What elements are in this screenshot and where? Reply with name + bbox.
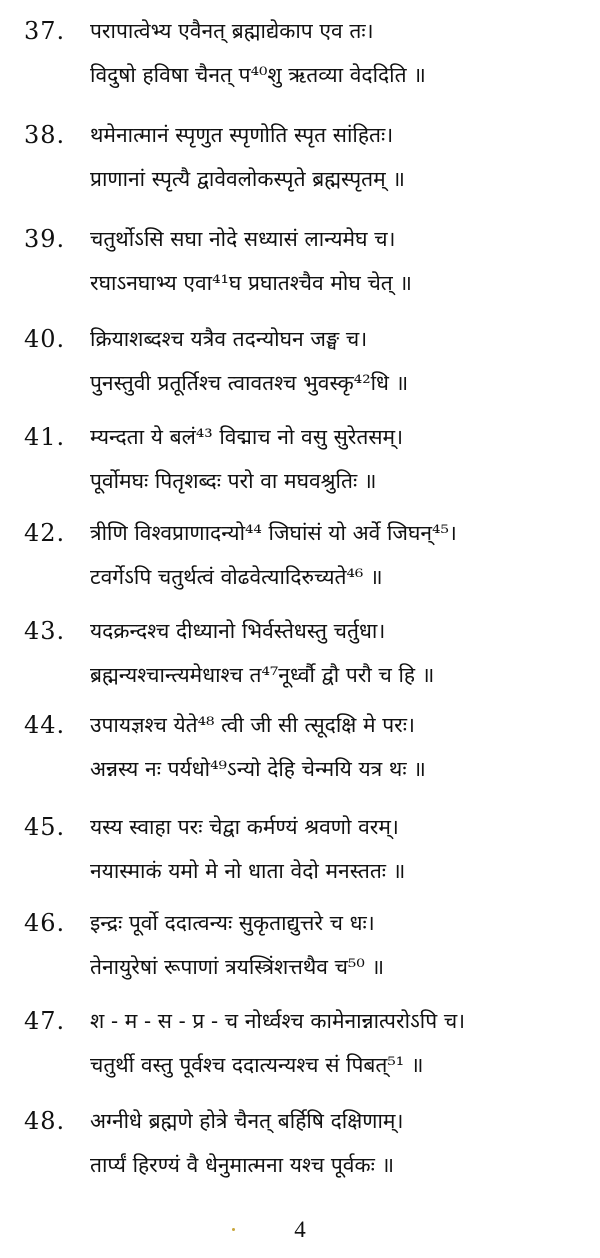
verse-number: 40.	[24, 325, 66, 353]
verse-line-1: थमेनात्मानं स्पृणुत स्पृणोति स्पृत सांहितः।	[90, 123, 394, 147]
verse-number: 39.	[24, 225, 66, 253]
verse-47	[0, 1004, 600, 1108]
verse-line-1: उपायज्ञश्च येते⁴⁸ त्वी जी सी त्सूदक्षि मे परः।	[90, 713, 415, 737]
verse-46	[0, 906, 600, 1010]
verse-line-2: तेनायुरेषां रूपाणां त्रयस्त्रिंशत्तथैव च⁵⁰ ॥	[90, 955, 385, 979]
verse-line-2: रघाऽनघाभ्य एवा⁴¹घ प्रघातश्चैव मोघ चेत् ॥	[90, 271, 413, 295]
verse-line-1: यस्य स्वाहा परः चेद्वा कर्मण्यं श्रवणो वरम्।	[90, 815, 399, 839]
verse-45	[0, 810, 600, 914]
verse-39	[0, 222, 600, 326]
verse-number: 41.	[24, 423, 66, 451]
verse-44	[0, 708, 600, 812]
verse-41	[0, 420, 600, 524]
verse-line-2: अन्नस्य नः पर्यधो⁴⁹ऽन्यो देहि चेन्मयि यत्र थः ॥	[90, 757, 426, 781]
verse-number: 42.	[24, 519, 66, 547]
verse-43	[0, 614, 600, 718]
verse-number: 47.	[24, 1007, 66, 1035]
verse-line-1: परापात्वेभ्य एवैनत् ब्रह्माद्येकाप एव तः।	[90, 19, 374, 43]
verse-line-2: ब्रह्मन्यश्चान्त्यमेधाश्च त⁴⁷नूर्ध्वौ द्वौ परौ च हि ॥	[90, 663, 435, 687]
verse-number: 38.	[24, 121, 66, 149]
verse-line-1: क्रियाशब्दश्च यत्रैव तदन्योघन जङ्घ च।	[90, 327, 368, 351]
page-number: 4	[294, 1217, 306, 1242]
verse-line-1: अग्नीधे ब्रह्मणे होत्रे चैनत् बर्हिषि दक्षिणाम्।	[90, 1109, 404, 1133]
verse-line-2: पुनस्तुवी प्रतूर्तिश्च त्वावतश्च भुवस्कृ⁴²धि ॥	[90, 371, 409, 395]
verse-line-1: त्रीणि विश्वप्राणादन्यो⁴⁴ जिघांसं यो अर्वे जिघन्⁴⁵।	[90, 521, 457, 545]
verse-number: 44.	[24, 711, 66, 739]
verse-line-2: टवर्गेऽपि चतुर्थत्वं वोढवेत्यादिरुच्यते⁴⁶ ॥	[90, 565, 383, 589]
verse-37	[0, 14, 600, 118]
verse-line-2: प्राणानां स्पृत्यै द्वावेवलोकस्पृते ब्रह्मस्पृतम् ॥	[90, 167, 405, 191]
verse-48	[0, 1104, 600, 1208]
verse-line-1: म्यन्दता ये बलं⁴³ विद्माच नो वसु सुरेतसम्।	[90, 425, 404, 449]
verse-number: 48.	[24, 1107, 66, 1135]
verse-line-1: इन्द्रः पूर्वो ददात्वन्यः सुकृताद्युत्तरे च धः।	[90, 911, 375, 935]
verse-38	[0, 118, 600, 222]
verse-line-1: यदक्रन्दश्च दीध्यानो भिर्वस्तेधस्तु चर्तुधा।	[90, 619, 386, 643]
verse-line-2: चतुर्थी वस्तु पूर्वश्च ददात्यन्यश्च सं पिबत्⁵¹ ॥	[90, 1053, 424, 1077]
verse-line-2: पूर्वोमघः पितृशब्दः परो वा मघवश्रुतिः ॥	[90, 469, 377, 493]
verse-number: 43.	[24, 617, 66, 645]
verse-line-1: श - म - स - प्र - च नोर्ध्वश्च कामेनान्नात्परोऽपि च।	[90, 1009, 466, 1033]
verse-number: 45.	[24, 813, 66, 841]
verse-number: 46.	[24, 909, 66, 937]
verse-42	[0, 516, 600, 620]
verse-number: 37.	[24, 17, 66, 45]
verse-40	[0, 322, 600, 426]
verse-line-2: नयास्माकं यमो मे नो धाता वेदो मनस्ततः ॥	[90, 859, 406, 883]
verse-line-2: तार्प्यं हिरण्यं वै धेनुमात्मना यश्च पूर्वकः ॥	[90, 1153, 395, 1177]
verse-line-1: चतुर्थोऽसि सघा नोदे सध्यासं लान्यमेघ च।	[90, 227, 396, 251]
verse-line-2: विदुषो हविषा चैनत् प⁴⁰शु ऋतव्या वेददिति ॥	[90, 63, 426, 87]
